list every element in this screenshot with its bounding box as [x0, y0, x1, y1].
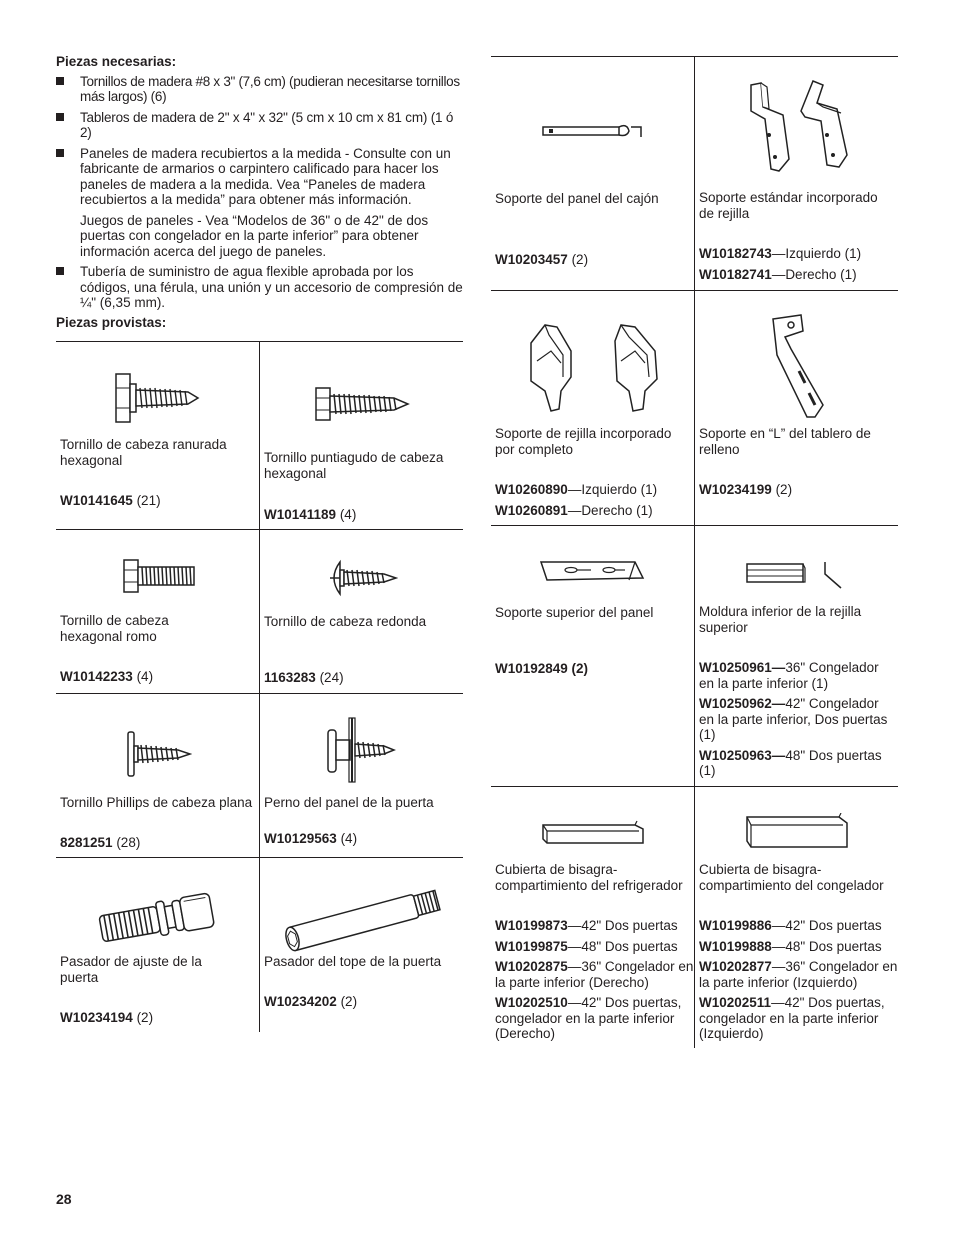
part-number-line: W10129563 (4) [264, 831, 358, 846]
square-bullet-icon [56, 149, 64, 157]
part-description: Tornillo de cabeza ranurada hexagonal [60, 437, 227, 468]
list-item: Paneles de madera recubiertos a la medida - Consulte con un fabricante de armarios o carpintero calificado para hacer los paneles de madera a la medida. Vea “Paneles de madera recubiertos a la medida” para obtener más información. Juegos de paneles - Vea “Modelos de 36" o de 42" de dos puertas con congelador en la parte inferior” para obtener información acerca del juego de paneles. [56, 146, 464, 260]
square-bullet-icon [56, 113, 64, 121]
part-cell-drawer-panel-bracket [491, 57, 694, 290]
freezer-hinge-cover-icon [743, 813, 851, 853]
part-number: W10234202 [264, 994, 337, 1009]
part-number-line: 8281251 (28) [60, 835, 141, 850]
provided-parts-heading: Piezas provistas: [56, 315, 167, 330]
part-number: 1163283 [264, 670, 316, 685]
filler-l-bracket-icon [763, 313, 827, 419]
needed-parts-section [56, 54, 464, 316]
part-number-line: W10141189 (4) [264, 507, 357, 522]
part-description: Cubierta de bisagra-compartimiento del refrigerador [495, 862, 683, 893]
needed-parts-list [56, 74, 464, 311]
part-number-line: 1163283 (24) [264, 670, 344, 685]
part-number-list [699, 246, 861, 287]
part-description: Soporte en “L” del tablero de relleno [699, 426, 871, 457]
square-bullet-icon [56, 77, 64, 85]
part-cell-standard-grille-bracket [695, 57, 898, 290]
square-bullet-icon [56, 267, 64, 275]
round-head-screw-icon [326, 558, 398, 598]
full-grille-bracket-icon [521, 321, 671, 413]
part-number-line: W10199886—42" Dos puertas [699, 918, 882, 933]
standard-grille-bracket-icon [743, 79, 855, 175]
part-cell-hex-blunt-screw [56, 530, 259, 693]
part-number-line: W10182743—Izquierdo (1) [699, 246, 862, 261]
part-number-line: W10202511—42" Dos puertas, congelador en la parte inferior (Izquierdo) [699, 995, 885, 1041]
part-description: Tornillo Phillips de cabeza plana [60, 795, 253, 810]
part-number-line: W10260890—Izquierdo (1) [495, 482, 658, 497]
part-number: W10260891 [495, 502, 568, 518]
part-number: W10199888 [699, 938, 772, 954]
part-number: W10192849 (2) [495, 661, 589, 676]
part-number-line: W10250963—48" Dos puertas (1) [699, 747, 882, 778]
part-number: W10199886 [699, 918, 772, 933]
list-item: Tornillos de madera #8 x 3" (7,6 cm) (pudieran necesitarse tornillos más largos) (6) [56, 74, 464, 105]
part-number-list [495, 252, 588, 273]
page-number: 28 [56, 1191, 72, 1207]
part-cell-door-panel-bolt [260, 694, 463, 857]
part-number: W10141189 [264, 507, 337, 522]
part-description: Cubierta de bisagra-compartimiento del congelador [699, 862, 884, 893]
part-number-line: W10234194 (2) [60, 1010, 154, 1025]
part-number: W10142233 [60, 669, 133, 684]
phillips-flat-screw-icon [126, 730, 192, 778]
part-number-list [495, 918, 695, 1047]
part-description: Moldura inferior de la rejilla superior [699, 604, 862, 635]
part-number-list [699, 918, 899, 1047]
part-number-line: W10202875—36" Congelador en la parte inferior (Derecho) [495, 959, 694, 990]
part-number-list [699, 660, 895, 784]
part-number-line: W10199875—48" Dos puertas [495, 938, 678, 954]
part-cell-full-grille-bracket [491, 291, 694, 525]
part-cell-door-stop-pin [260, 858, 463, 1032]
part-number: W10234199 [699, 482, 772, 497]
part-number: W10182743 [699, 246, 772, 261]
part-number: W10199873 [495, 918, 568, 933]
part-cell-fridge-hinge-cover [491, 787, 694, 1048]
part-cell-round-head-screw [260, 530, 463, 693]
part-number-line: W10202877—36" Congelador en la parte inferior (Izquierdo) [699, 959, 898, 990]
fridge-hinge-cover-icon [539, 819, 647, 849]
part-cell-phillips-flat-screw [56, 694, 259, 857]
part-number: W10202875 [495, 959, 568, 974]
part-number: W10199875 [495, 938, 568, 954]
part-description: Pasador del tope de la puerta [264, 954, 442, 969]
part-number-line: W10250961—36" Congelador en la parte inferior (1) [699, 660, 879, 691]
part-number-line [495, 661, 588, 677]
part-number: W10234194 [60, 1010, 133, 1025]
door-adjust-pin-icon [96, 884, 220, 950]
door-panel-bolt-icon [326, 716, 396, 784]
part-description: Soporte del panel del cajón [495, 191, 659, 206]
part-number-line: W10250962—42" Congelador en la parte inferior, Dos puertas (1) [699, 696, 888, 742]
part-number: W10203457 [495, 252, 568, 267]
part-number-line: W10260891—Derecho (1) [495, 502, 653, 518]
part-number: W10182741 [699, 266, 772, 282]
part-number-line: W10141645 (21) [60, 493, 161, 508]
list-item: Tubería de suministro de agua flexible aprobada por los códigos, una férula, una unión y un accesorio de compresión de ¼" (6,35 mm). [56, 264, 464, 311]
part-number: W10250961— [699, 660, 786, 675]
part-description: Tornillo de cabeza redonda [264, 614, 427, 629]
part-cell-filler-l-bracket [695, 291, 898, 525]
part-description: Perno del panel de la puerta [264, 795, 434, 810]
panel-top-bracket-icon [539, 558, 647, 584]
part-number: W10250963— [699, 747, 786, 763]
part-description: Tornillo puntiagudo de cabeza hexagonal [264, 450, 444, 481]
part-description: Soporte superior del panel [495, 605, 654, 620]
part-number: W10260890 [495, 482, 568, 497]
list-item: Tableros de madera de 2" x 4" x 32" (5 cm x 10 cm x 81 cm) (1 ó 2) [56, 110, 464, 141]
part-number: W10250962— [699, 696, 786, 711]
part-number-list [495, 482, 657, 523]
part-number-line: W10142233 (4) [60, 669, 154, 684]
needed-parts-heading: Piezas necesarias: [56, 54, 177, 69]
drawer-panel-bracket-icon [541, 121, 645, 141]
part-number: W10202510 [495, 995, 568, 1010]
part-number-line: W10203457 (2) [495, 252, 589, 267]
hex-pointed-screw-icon [314, 386, 410, 422]
part-description: Soporte estándar incorporado de rejilla [699, 190, 878, 221]
part-cell-panel-top-bracket [491, 526, 694, 786]
door-stop-pin-icon [280, 882, 446, 958]
part-number: W10202511 [699, 995, 772, 1010]
part-number-line: W10234202 (2) [264, 994, 358, 1009]
grille-trim-icon [745, 560, 851, 590]
part-number-line: W10199873—42" Dos puertas [495, 918, 678, 933]
part-description: Tornillo de cabeza hexagonal romo [60, 613, 169, 644]
part-description: Pasador de ajuste de la puerta [60, 954, 202, 985]
part-cell-grille-trim [695, 526, 898, 786]
part-description: Soporte de rejilla incorporado por completo [495, 426, 672, 457]
part-cell-hex-pointed-screw [260, 342, 463, 529]
part-cell-door-adjust-pin [56, 858, 259, 1032]
part-number-list [495, 661, 588, 682]
part-number: W10141645 [60, 493, 133, 508]
part-number: 8281251 [60, 835, 113, 850]
part-number-line: W10182741—Derecho (1) [699, 266, 857, 282]
part-cell-hex-slotted-screw [56, 342, 259, 529]
part-cell-freezer-hinge-cover [695, 787, 898, 1048]
part-number-line: W10234199 (2) [699, 482, 793, 497]
part-number-line: W10199888—48" Dos puertas [699, 938, 882, 954]
part-number-list [699, 482, 792, 503]
part-number-line: W10202510—42" Dos puertas, congelador en la parte inferior (Derecho) [495, 995, 682, 1041]
part-number: W10202877 [699, 959, 772, 974]
hex-slotted-screw-icon [114, 368, 204, 428]
part-number: W10129563 [264, 831, 337, 846]
hex-blunt-screw-icon [122, 558, 198, 594]
